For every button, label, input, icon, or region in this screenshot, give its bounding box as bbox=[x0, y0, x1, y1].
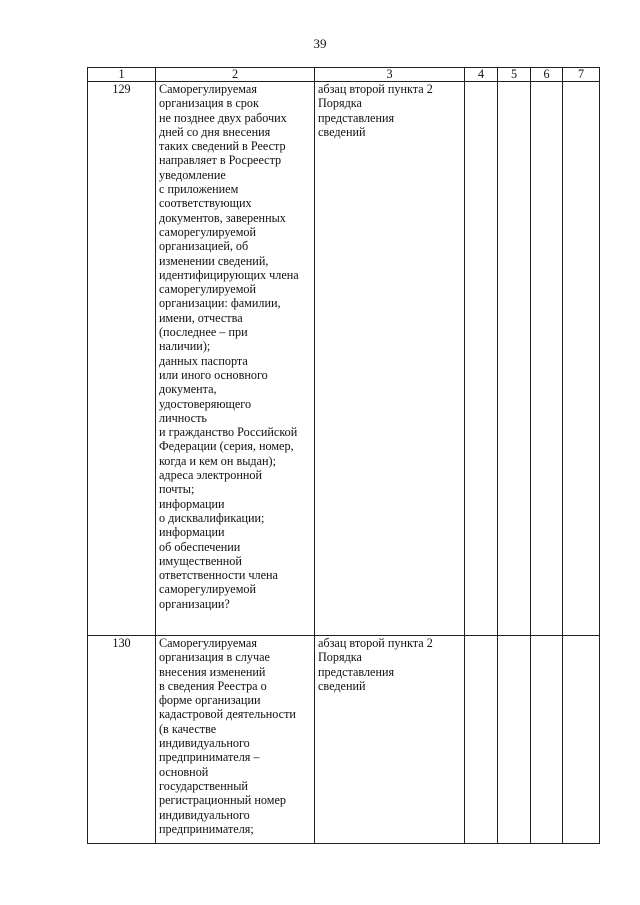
text-line: (последнее – при bbox=[159, 325, 248, 340]
column-header-6: 6 bbox=[531, 68, 563, 82]
text-line: дней со дня внесения bbox=[159, 124, 271, 139]
question-cell bbox=[156, 82, 315, 636]
text-line: почты; bbox=[159, 482, 195, 497]
text-line: кадастровой деятельности bbox=[159, 707, 296, 722]
text-line: саморегулируемой bbox=[159, 582, 257, 597]
text-line: сведений bbox=[318, 124, 366, 139]
text-line: Саморегулируемая bbox=[159, 636, 257, 650]
column-header-4: 4 bbox=[465, 68, 498, 82]
column-header-1: 1 bbox=[88, 68, 156, 82]
text-line: организации: фамилии, bbox=[159, 296, 281, 311]
text-line: организацией, об bbox=[159, 239, 249, 254]
empty-cell bbox=[498, 636, 531, 844]
text-line: в сведения Реестра о bbox=[159, 678, 267, 693]
text-line: изменении сведений, bbox=[159, 253, 269, 268]
text-line: имущественной bbox=[159, 553, 242, 568]
text-line: Порядка bbox=[318, 650, 362, 665]
text-line: индивидуального bbox=[159, 736, 250, 751]
page-number: 39 bbox=[313, 36, 327, 51]
column-header-5: 5 bbox=[498, 68, 531, 82]
text-line: внесения изменений bbox=[159, 664, 266, 679]
question-cell bbox=[156, 636, 315, 844]
text-line: уведомление bbox=[159, 167, 226, 182]
row-number: 130 bbox=[88, 636, 156, 844]
table-row bbox=[88, 82, 600, 636]
text-line: данных паспорта bbox=[159, 353, 248, 368]
reference-cell bbox=[315, 636, 465, 844]
row-number: 129 bbox=[88, 82, 156, 636]
text-line: саморегулируемой bbox=[159, 282, 257, 297]
text-line: государственный bbox=[159, 778, 248, 793]
text-line: личность bbox=[159, 410, 207, 425]
text-line: предпринимателя; bbox=[159, 821, 254, 836]
text-line: (в качестве bbox=[159, 721, 217, 736]
empty-cell bbox=[563, 82, 600, 636]
text-line: с приложением bbox=[159, 182, 239, 197]
text-line: удостоверяющего bbox=[159, 396, 252, 411]
text-line: предпринимателя – bbox=[159, 750, 260, 765]
text-line: документа, bbox=[159, 382, 217, 397]
text-line: документов, заверенных bbox=[159, 210, 286, 225]
text-line: таких сведений в Реестр bbox=[159, 139, 286, 154]
text-line: адреса электронной bbox=[159, 468, 263, 483]
text-line: идентифицирующих члена bbox=[159, 267, 299, 282]
text-line: организации? bbox=[159, 596, 230, 611]
text-line: представления bbox=[318, 110, 395, 125]
text-line: Саморегулируемая bbox=[159, 82, 257, 96]
table-row bbox=[88, 636, 600, 844]
empty-cell bbox=[563, 636, 600, 844]
header-row bbox=[88, 68, 600, 82]
text-line: информации bbox=[159, 525, 225, 540]
text-line: имени, отчества bbox=[159, 310, 243, 325]
text-line: регистрационный номер bbox=[159, 793, 286, 808]
text-line: сведений bbox=[318, 678, 366, 693]
text-line: об обеспечении bbox=[159, 539, 241, 554]
column-header-2: 2 bbox=[156, 68, 315, 82]
empty-cell bbox=[531, 82, 563, 636]
text-line: организация в случае bbox=[159, 650, 270, 665]
empty-cell bbox=[465, 82, 498, 636]
text-line: абзац второй пункта 2 bbox=[318, 82, 433, 96]
text-line: индивидуального bbox=[159, 807, 250, 822]
text-line: информации bbox=[159, 496, 225, 511]
text-line: абзац второй пункта 2 bbox=[318, 636, 433, 650]
text-line: Федерации (серия, номер, bbox=[159, 439, 294, 454]
reference-cell bbox=[315, 82, 465, 636]
text-line: наличии); bbox=[159, 339, 211, 354]
text-line: соответствующих bbox=[159, 196, 252, 211]
empty-cell bbox=[465, 636, 498, 844]
text-line: Порядка bbox=[318, 96, 362, 111]
text-line: саморегулируемой bbox=[159, 224, 257, 239]
text-line: не позднее двух рабочих bbox=[159, 110, 287, 125]
column-header-3: 3 bbox=[315, 68, 465, 82]
text-line: направляет в Росреестр bbox=[159, 153, 282, 168]
text-line: форме организации bbox=[159, 693, 261, 708]
text-line: представления bbox=[318, 664, 395, 679]
empty-cell bbox=[531, 636, 563, 844]
checklist-table bbox=[87, 67, 600, 844]
column-header-7: 7 bbox=[563, 68, 600, 82]
text-line: основной bbox=[159, 764, 209, 779]
text-line: и гражданство Российской bbox=[159, 425, 298, 440]
text-line: о дисквалификации; bbox=[159, 510, 265, 525]
text-line: ответственности члена bbox=[159, 568, 278, 583]
text-line: организация в срок bbox=[159, 96, 259, 111]
text-line: или иного основного bbox=[159, 367, 268, 382]
text-line: когда и кем он выдан); bbox=[159, 453, 276, 468]
empty-cell bbox=[498, 82, 531, 636]
